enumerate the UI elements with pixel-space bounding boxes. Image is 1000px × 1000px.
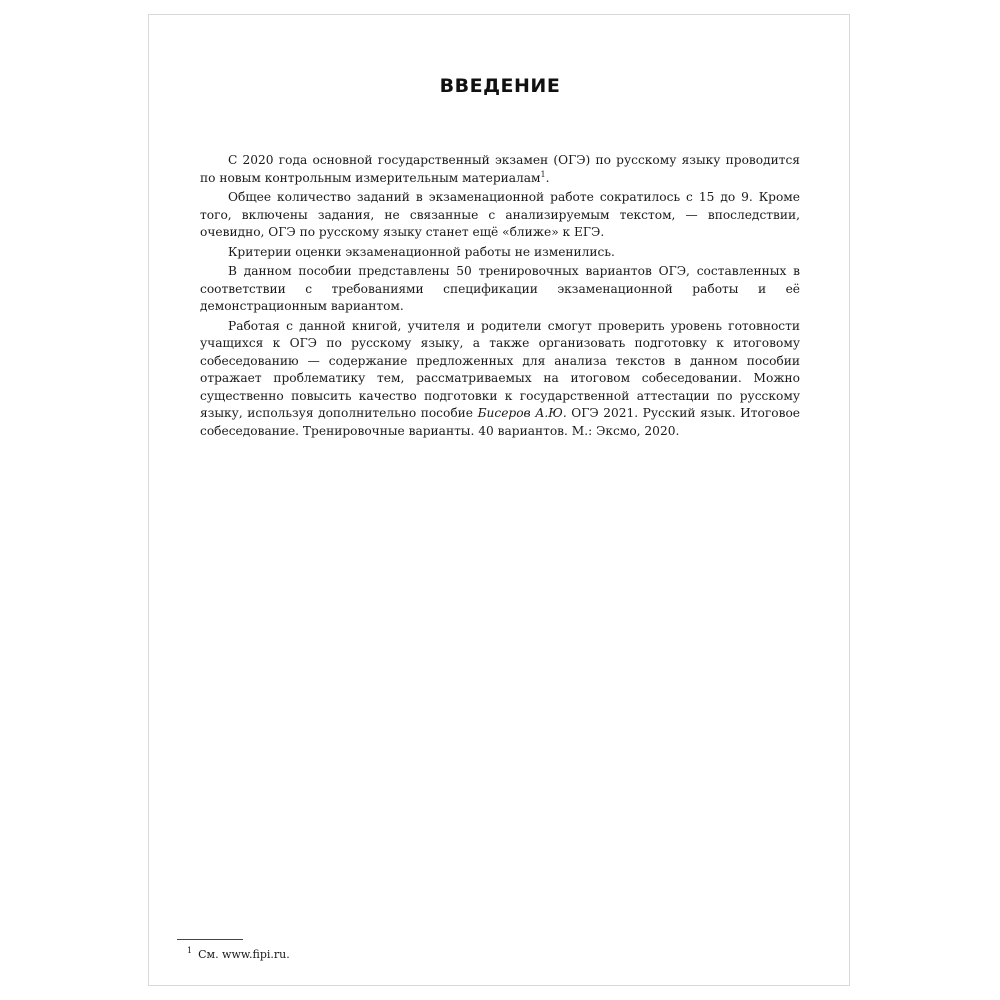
- footnote: [187, 948, 290, 961]
- paragraph-4: В данном пособии представлены 50 тренировочных вариантов ОГЭ, составленных в соответствии с требованиями спецификации экзаменационной работы и её демонстрационным вариантом.: [200, 264, 800, 313]
- paragraph-5-text: Работая с данной книгой, учителя и родители смогут проверить уровень готовности учащихся к ОГЭ по русскому языку, а также организовать подготовку к итоговому собеседованию — содержание предложенных для анализа текстов в данном пособии отражает проблематику тем, рассматриваемых на итоговом собеседовании. Можно существенно повысить качество подготовки к государственной аттестации по русскому языку, используя дополнительно пособие: [200, 318, 800, 420]
- footnote-reference: 1: [540, 169, 546, 179]
- paragraph-2: Общее количество заданий в экзаменационной работе сократилось с 15 до 9. Кроме того, включены задания, не связанные с анализируемым текстом, — впоследствии, очевидно, ОГЭ по русскому языку станет ещё «ближе» к ЕГЭ.: [200, 190, 800, 239]
- footnote-text: См. www.fipi.ru.: [198, 948, 290, 961]
- cited-book: ОГЭ 2021. Русский язык. Итоговое собеседование. Тренировочные варианты. 40 вариантов. М.: Эксмо, 2020.: [200, 406, 801, 438]
- document-page: [148, 14, 850, 986]
- page-title: ВВЕДЕНИЕ: [439, 75, 561, 97]
- paragraph-1-tail: .: [545, 170, 550, 185]
- paragraph-5: [200, 318, 800, 441]
- paragraph-1-text: С 2020 года основной государственный экзамен (ОГЭ) по русскому языку проводится по новым контрольным измерительным материалам: [200, 153, 800, 185]
- cited-author: Бисеров А.Ю.: [477, 406, 567, 420]
- footnote-divider: [177, 939, 243, 940]
- paragraph-3: Критерии оценки экзаменационной работы не изменились.: [228, 244, 615, 259]
- footnote-mark: 1: [187, 946, 193, 956]
- intro-body: [200, 152, 800, 440]
- paragraph-1: [200, 152, 800, 187]
